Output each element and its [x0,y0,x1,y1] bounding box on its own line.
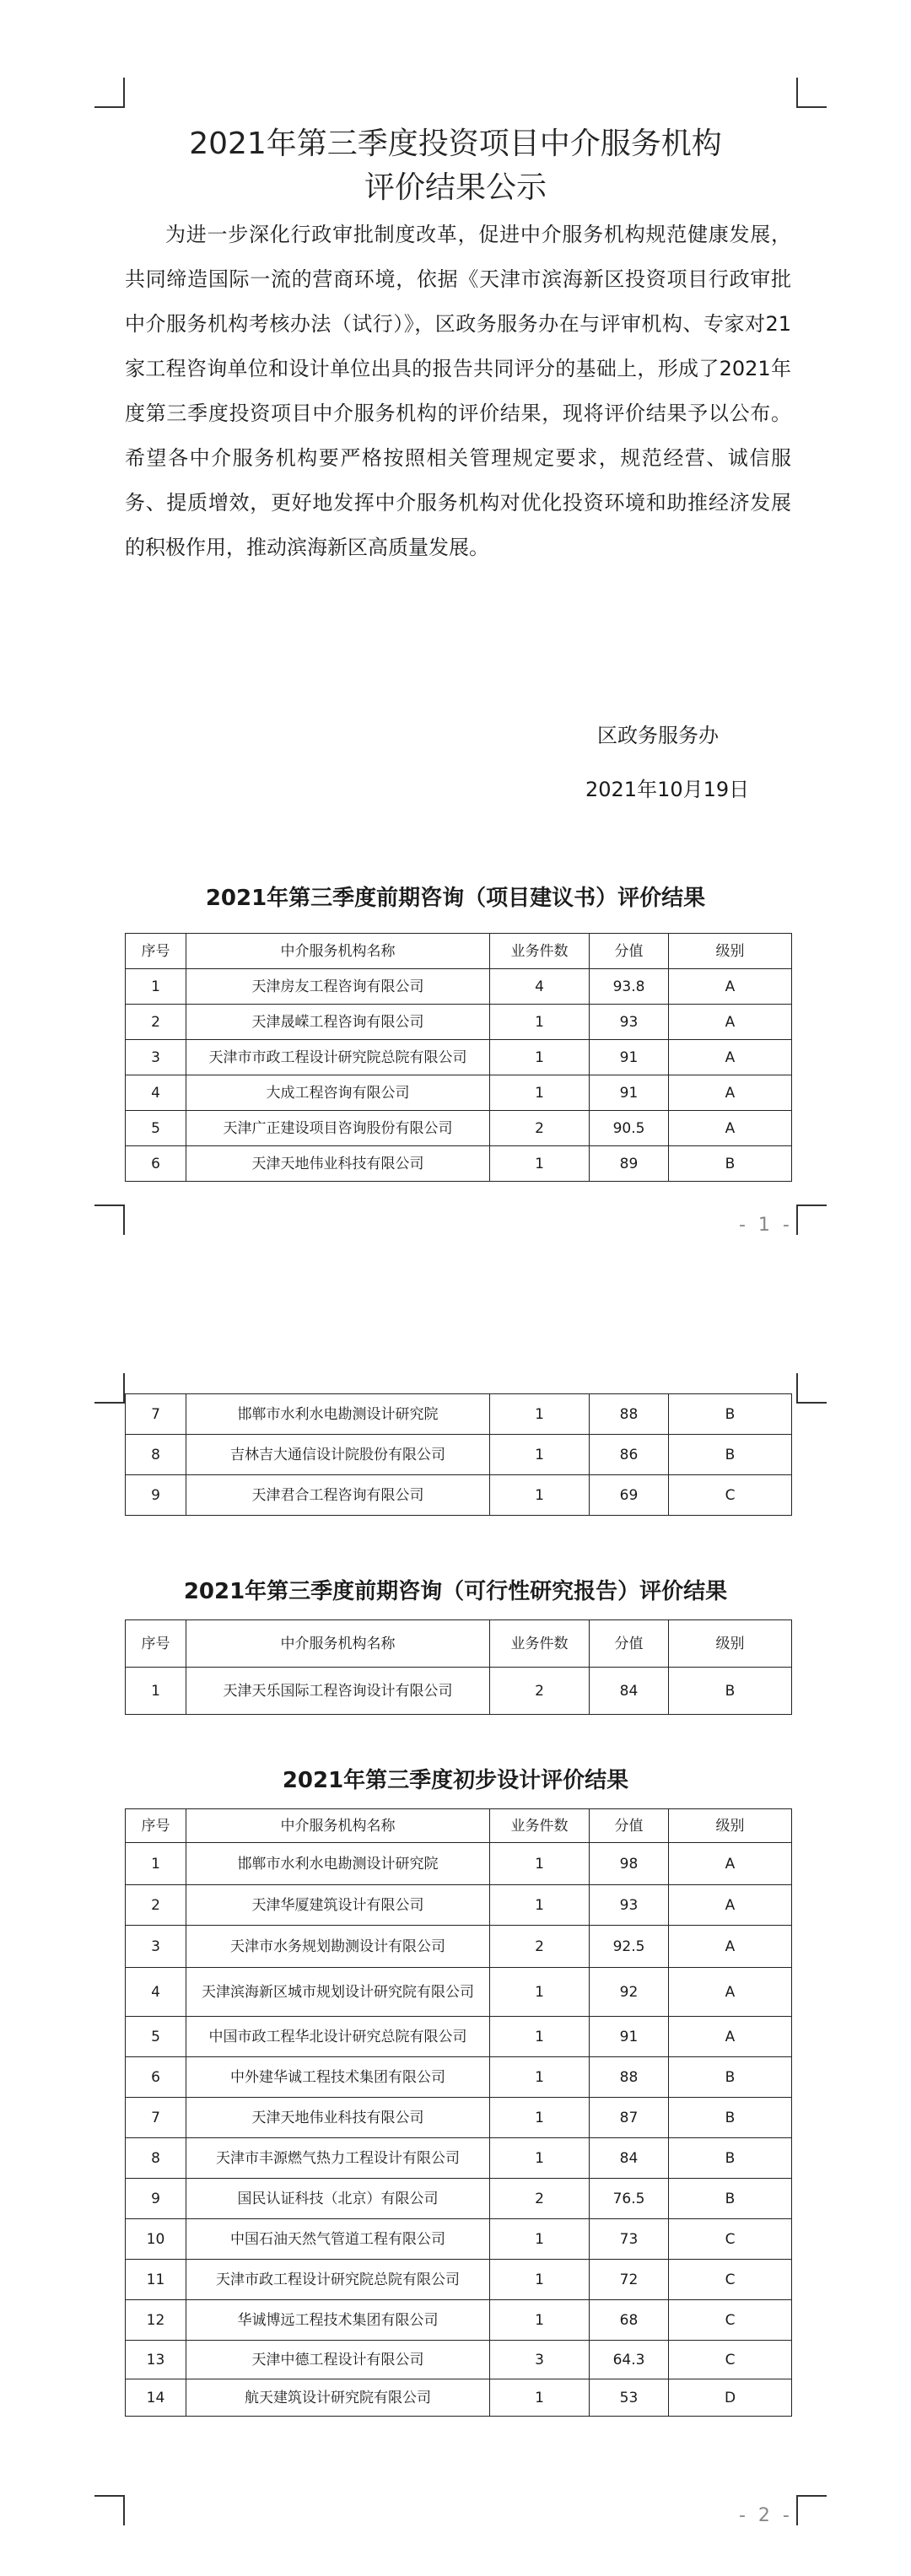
cell-score: 89 [590,1146,669,1182]
table-row [126,969,792,1005]
cell-name: 天津市市政工程设计研究院总院有限公司 [186,1040,490,1075]
issue-date: 2021年10月19日 [585,778,750,801]
cell-no: 1 [126,969,186,1005]
cell-score: 88 [590,1394,669,1435]
cell-no: 6 [126,2057,186,2098]
cell-no: 5 [126,2017,186,2057]
cell-name: 中国市政工程华北设计研究总院有限公司 [186,2017,490,2057]
cell-score: 53 [590,2379,669,2417]
cell-level: C [669,2219,792,2260]
table-row [126,1843,792,1885]
cell-count: 1 [490,2300,590,2341]
cell-name: 天津中德工程设计有限公司 [186,2341,490,2379]
table-row [126,1968,792,2017]
cell-no: 5 [126,1111,186,1146]
header-score: 分值 [590,934,669,969]
cell-no: 13 [126,2341,186,2379]
table-row [126,1435,792,1475]
issuer-signature: 区政务服务办 [597,724,719,747]
cell-score: 69 [590,1475,669,1516]
page-title-line-2: 评价结果公示 [364,170,547,205]
cell-level: C [669,2260,792,2300]
crop-mark-top-left [94,1373,125,1404]
cell-count: 1 [490,1040,590,1075]
table-row [126,1668,792,1715]
cell-name: 天津晟嵘工程咨询有限公司 [186,1005,490,1040]
table-row [126,1111,792,1146]
cell-level: B [669,2179,792,2219]
cell-level: A [669,1885,792,1926]
cell-count: 1 [490,2219,590,2260]
table-row [126,2219,792,2260]
body-paragraph: 为进一步深化行政审批制度改革，促进中介服务机构规范健康发展，共同缔造国际一流的营商环境，依据《天津市滨海新区投资项目行政审批中介服务机构考核办法（试行）》，区政务服务办在与评审机构、专家对21家工程咨询单位和设计单位出具的报告共同评分的基础上，形成了2021年度第三季度投资项目中介服务机构的评价结果，现将评价结果予以公布。希望各中介服务机构要严格按照相关管理规定要求，规范经营、诚信服务、提质增效，更好地发挥中介服务机构对优化投资环境和助推经济发展的积极作用，推动滨海新区高质量发展。 [125,223,791,559]
page-title-line-1: 2021年第三季度投资项目中介服务机构 [189,127,722,161]
table3 [125,1808,792,2417]
table-row [126,2057,792,2098]
table-row [126,1926,792,1968]
cell-level: C [669,2341,792,2379]
cell-count: 1 [490,1475,590,1516]
cell-name: 航天建筑设计研究院有限公司 [186,2379,490,2417]
header-no: 序号 [126,1809,186,1843]
table-row [126,2260,792,2300]
crop-mark-bottom-left [94,1204,125,1235]
cell-level: B [669,2098,792,2138]
page-number-1: - 1 - [739,1215,793,1236]
cell-no: 8 [126,2138,186,2179]
table-header-row [126,934,792,969]
cell-name: 天津君合工程咨询有限公司 [186,1475,490,1516]
cell-score: 93 [590,1005,669,1040]
cell-score: 91 [590,1075,669,1111]
cell-no: 8 [126,1435,186,1475]
cell-count: 1 [490,2138,590,2179]
table-row [126,2300,792,2341]
cell-name: 天津广正建设项目咨询股份有限公司 [186,1111,490,1146]
cell-count: 1 [490,1394,590,1435]
cell-name: 天津华厦建筑设计有限公司 [186,1885,490,1926]
cell-count: 1 [490,2260,590,2300]
header-count: 业务件数 [490,1809,590,1843]
cell-no: 9 [126,2179,186,2219]
cell-level: A [669,2017,792,2057]
cell-name: 天津滨海新区城市规划设计研究院有限公司 [186,1968,490,2017]
table-row [126,2017,792,2057]
cell-no: 11 [126,2260,186,2300]
cell-level: C [669,2300,792,2341]
cell-count: 1 [490,2098,590,2138]
table-row [126,1075,792,1111]
cell-score: 91 [590,1040,669,1075]
cell-no: 4 [126,1075,186,1111]
cell-score: 84 [590,2138,669,2179]
table3-title: 2021年第三季度初步设计评价结果 [282,1768,629,1793]
cell-score: 68 [590,2300,669,2341]
cell-no: 7 [126,1394,186,1435]
crop-mark-top-left [94,78,125,108]
table2 [125,1619,792,1715]
cell-count: 1 [490,1146,590,1182]
table-header-row [126,1620,792,1668]
cell-level: D [669,2379,792,2417]
cell-name: 华诚博远工程技术集团有限公司 [186,2300,490,2341]
header-level: 级别 [669,934,792,969]
cell-score: 92.5 [590,1926,669,1968]
cell-no: 1 [126,1668,186,1715]
cell-no: 14 [126,2379,186,2417]
cell-name: 中国石油天然气管道工程有限公司 [186,2219,490,2260]
cell-level: B [669,1668,792,1715]
cell-level: B [669,1146,792,1182]
cell-level: A [669,1111,792,1146]
cell-no: 4 [126,1968,186,2017]
cell-score: 91 [590,2017,669,2057]
cell-name: 邯郸市水利水电勘测设计研究院 [186,1394,490,1435]
crop-mark-bottom-right [796,2495,827,2525]
cell-name: 邯郸市水利水电勘测设计研究院 [186,1843,490,1885]
cell-score: 76.5 [590,2179,669,2219]
cell-level: A [669,1843,792,1885]
cell-score: 64.3 [590,2341,669,2379]
cell-level: A [669,1040,792,1075]
header-count: 业务件数 [490,934,590,969]
header-name: 中介服务机构名称 [186,1809,490,1843]
cell-name: 大成工程咨询有限公司 [186,1075,490,1111]
header-count: 业务件数 [490,1620,590,1668]
table-header-row [126,1809,792,1843]
table-row [126,1475,792,1516]
cell-count: 1 [490,1075,590,1111]
table-row [126,2179,792,2219]
table-row [126,1885,792,1926]
page-number-2: - 2 - [739,2505,793,2526]
cell-count: 2 [490,1926,590,1968]
cell-no: 3 [126,1040,186,1075]
cell-name: 天津天乐国际工程咨询设计有限公司 [186,1668,490,1715]
cell-count: 2 [490,2179,590,2219]
table-row [126,1394,792,1435]
cell-score: 93.8 [590,969,669,1005]
table-row [126,2138,792,2179]
cell-name: 天津市丰源燃气热力工程设计有限公司 [186,2138,490,2179]
table1-part1 [125,933,792,1182]
cell-count: 1 [490,2379,590,2417]
cell-no: 10 [126,2219,186,2260]
table-row [126,1040,792,1075]
cell-name: 天津天地伟业科技有限公司 [186,2098,490,2138]
cell-count: 1 [490,2017,590,2057]
crop-mark-bottom-left [94,2495,125,2525]
crop-mark-top-right [796,78,827,108]
cell-level: C [669,1475,792,1516]
header-name: 中介服务机构名称 [186,934,490,969]
cell-score: 72 [590,2260,669,2300]
cell-score: 84 [590,1668,669,1715]
cell-name: 天津天地伟业科技有限公司 [186,1146,490,1182]
cell-no: 7 [126,2098,186,2138]
cell-count: 1 [490,1005,590,1040]
cell-no: 12 [126,2300,186,2341]
cell-count: 3 [490,2341,590,2379]
header-level: 级别 [669,1620,792,1668]
header-no: 序号 [126,1620,186,1668]
table2-title: 2021年第三季度前期咨询（可行性研究报告）评价结果 [183,1579,728,1604]
cell-score: 90.5 [590,1111,669,1146]
cell-score: 86 [590,1435,669,1475]
cell-level: B [669,2138,792,2179]
cell-score: 93 [590,1885,669,1926]
cell-count: 1 [490,1435,590,1475]
cell-name: 中外建华诚工程技术集团有限公司 [186,2057,490,2098]
cell-level: A [669,1005,792,1040]
cell-level: B [669,1435,792,1475]
cell-no: 3 [126,1926,186,1968]
cell-no: 2 [126,1005,186,1040]
cell-name: 吉林吉大通信设计院股份有限公司 [186,1435,490,1475]
header-score: 分值 [590,1620,669,1668]
cell-score: 88 [590,2057,669,2098]
cell-count: 1 [490,1968,590,2017]
cell-name: 天津房友工程咨询有限公司 [186,969,490,1005]
cell-level: A [669,1926,792,1968]
cell-level: A [669,969,792,1005]
cell-name: 天津市政工程设计研究院总院有限公司 [186,2260,490,2300]
cell-count: 1 [490,1885,590,1926]
table-row [126,1146,792,1182]
cell-no: 9 [126,1475,186,1516]
cell-level: B [669,2057,792,2098]
cell-no: 6 [126,1146,186,1182]
cell-level: A [669,1968,792,2017]
header-name: 中介服务机构名称 [186,1620,490,1668]
cell-count: 4 [490,969,590,1005]
table-row [126,2341,792,2379]
cell-level: B [669,1394,792,1435]
header-no: 序号 [126,934,186,969]
cell-score: 87 [590,2098,669,2138]
table1-title: 2021年第三季度前期咨询（项目建议书）评价结果 [205,886,706,911]
crop-mark-bottom-right [796,1204,827,1235]
cell-no: 1 [126,1843,186,1885]
cell-score: 98 [590,1843,669,1885]
cell-name: 天津市水务规划勘测设计有限公司 [186,1926,490,1968]
cell-count: 1 [490,2057,590,2098]
header-score: 分值 [590,1809,669,1843]
table-row [126,1005,792,1040]
cell-score: 92 [590,1968,669,2017]
cell-level: A [669,1075,792,1111]
cell-score: 73 [590,2219,669,2260]
table-row [126,2098,792,2138]
cell-count: 2 [490,1111,590,1146]
cell-name: 国民认证科技（北京）有限公司 [186,2179,490,2219]
cell-count: 2 [490,1668,590,1715]
header-level: 级别 [669,1809,792,1843]
table-row [126,2379,792,2417]
table1-part2 [125,1393,792,1516]
cell-count: 1 [490,1843,590,1885]
crop-mark-top-right [796,1373,827,1404]
cell-no: 2 [126,1885,186,1926]
